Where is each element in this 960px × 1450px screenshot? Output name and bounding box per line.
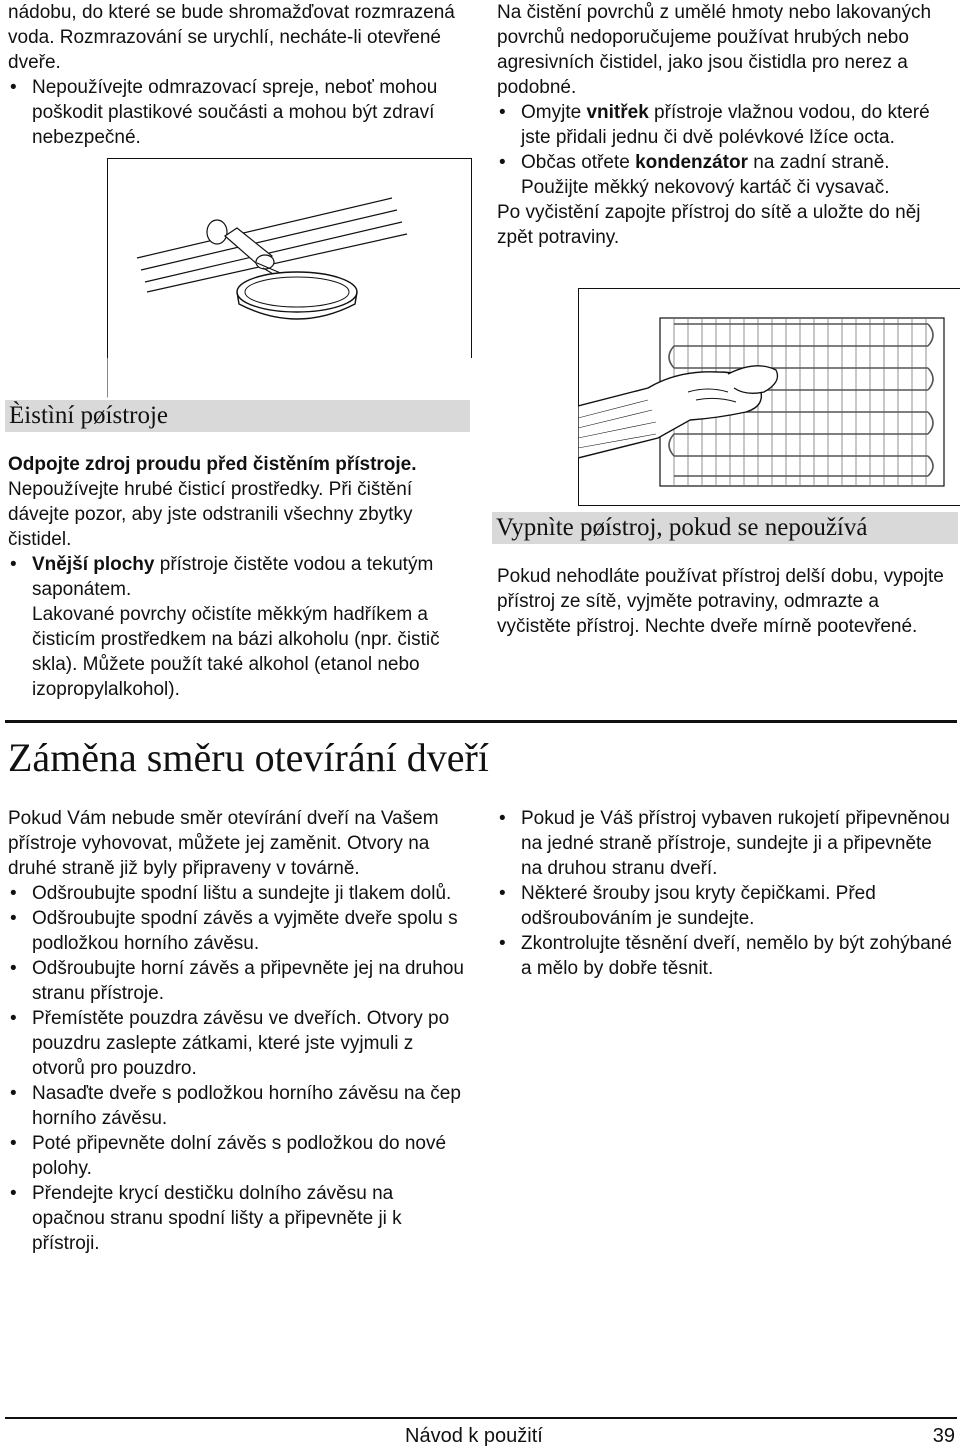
list-item [8, 1081, 468, 1131]
list-item-text: Pokud je Váš přístroj vybaven rukojetí připevněnou na jedné straně přístroje, sundejte ji a připevněte na druhou stranu dveří. [521, 808, 950, 879]
list-item-text: Přemístěte pouzdra závěsu ve dveřích. Otvory po pouzdru zaslepte zátkami, které jste vyjmuli z otvorů pro pouzdro. [32, 1008, 450, 1079]
bullet-glyph: • [10, 908, 17, 929]
list-item [8, 75, 463, 150]
door-left-column [8, 806, 468, 1256]
door-heading: Záměna směru otevírání dveří [8, 735, 489, 780]
bullet-glyph: • [10, 1008, 17, 1029]
defrost-bullets [8, 75, 463, 150]
list-item [497, 100, 955, 150]
bullet-glyph: • [10, 1183, 17, 1204]
list-item-text: Nepoužívejte odmrazovací spreje, neboť mohou poškodit plastikové součásti a mohou být zdraví nebezpečné. [32, 77, 438, 148]
text-run: Omyjte [521, 102, 587, 123]
bullet-glyph: • [10, 554, 17, 575]
section-rule [5, 720, 957, 723]
list-item-text: Odšroubujte spodní závěs a vyjměte dveře spolu s podložkou horního závěsu. [32, 908, 458, 954]
list-item-text: Nasaďte dveře s podložkou horního závěsu na čep horního závěsu. [32, 1083, 461, 1129]
defrost-continuation: nádobu, do které se bude shromažďovat rozmrazená voda. Rozmrazování se urychlí, necháte-li otevřené dveře. [8, 2, 455, 73]
list-item [8, 956, 468, 1006]
top-left-text [8, 0, 463, 150]
page-number: 39 [932, 1425, 955, 1447]
door-right-column [497, 806, 955, 981]
list-item [497, 931, 955, 981]
list-item-text: Odšroubujte spodní lištu a sundejte ji tlakem dolů. [32, 883, 452, 904]
drain-bowl-drawing [107, 158, 472, 398]
list-item-text: Odšroubujte horní závěs a připevněte jej na druhou stranu přístroje. [32, 958, 464, 1004]
list-item [497, 881, 955, 931]
bullet-glyph: • [499, 152, 506, 173]
cleaning-heading: Èistìní pøístroje [5, 400, 470, 432]
text-run: Občas otřete [521, 152, 636, 173]
list-item [8, 552, 468, 602]
list-item-text: Přendejte krycí destičku dolního závěsu na opačnou stranu spodní lišty a připevněte ji k přístroji. [32, 1183, 402, 1254]
bullet-glyph: • [10, 883, 17, 904]
bullet-glyph: • [10, 1083, 17, 1104]
plastic-care-note: Na čistění povrchů z umělé hmoty nebo lakovaných povrchů nedoporučujeme používat hrubých nebo agresivních čistidel, jako jsou čistidla pro nerez a podobné. [497, 2, 932, 98]
defrost-drain-illustration [107, 158, 472, 398]
bold-run: Odpojte zdroj proudu před čistěním přístroje. [8, 454, 417, 475]
bullet-glyph: • [499, 808, 506, 829]
list-item-text: Některé šrouby jsou kryty čepičkami. Před odšroubováním je sundejte. [521, 883, 876, 929]
after-cleaning-note: Po vyčistění zapojte přístroj do sítě a uložte do něj zpět potraviny. [497, 202, 921, 248]
list-item-text: Zkontrolujte těsnění dveří, nemělo by být zohýbané a mělo by dobře těsnit. [521, 933, 952, 979]
bold-run: kondenzátor [635, 152, 749, 173]
bullet-glyph: • [10, 958, 17, 979]
door-steps-left [8, 881, 468, 1256]
door-intro: Pokud Vám nebude směr otevírání dveří na Vašem přístroje vyhovovat, můžete jej zaměnit. Otvory na druhé straně již byly připraveny v továrně. [8, 808, 439, 879]
bullet-glyph: • [499, 933, 506, 954]
bullet-glyph: • [10, 1133, 17, 1154]
bullet-glyph: • [10, 77, 17, 98]
condenser-illustration [578, 288, 960, 506]
text-run: na zadní straně. Použijte měkký nekovový kartáč či vysavač. [521, 152, 890, 198]
cleaning-section [8, 452, 468, 702]
condenser-brush-drawing [578, 288, 960, 506]
list-item [8, 1006, 468, 1081]
interior-bullets [497, 100, 955, 200]
bold-run: Vnější plochy [32, 554, 155, 575]
list-item [8, 881, 468, 906]
bullet-glyph: • [499, 883, 506, 904]
unused-section [497, 564, 955, 639]
footer-rule [5, 1417, 957, 1419]
lacquer-note: Lakované povrchy očistíte měkkým hadříkem a čisticím prostředkem na bázi alkoholu (npr. čistič skla). Můžete použít také alkohol (etanol nebo izopropylalkohol). [32, 604, 440, 700]
list-item [8, 1131, 468, 1181]
bold-run: vnitřek [586, 102, 649, 123]
text-run: přístroje vlažnou vodou, do které jste přidali jednu či dvě polévkové lžíce octa. [521, 102, 930, 148]
list-item [8, 1181, 468, 1256]
unused-text: Pokud nehodláte používat přístroj delší dobu, vypojte přístroj ze sítě, vyjměte potraviny, odmrazte a vyčistěte přístroj. Nechte dveře mírně pootevřené. [497, 566, 944, 637]
top-right-text [497, 0, 955, 250]
text-run: Nepoužívejte hrubé čisticí prostředky. Při čištění dávejte pozor, aby jste odstranili všechny zbytky čistidel. [8, 479, 413, 550]
text-run: přístroje čistěte vodou a tekutým saponátem. [32, 554, 434, 600]
cleaning-bullets [8, 552, 468, 602]
unused-heading: Vypnìte pøístroj, pokud se nepoužívá [492, 512, 958, 544]
bullet-glyph: • [499, 102, 506, 123]
list-item [497, 806, 955, 881]
list-item-text: Poté připevněte dolní závěs s podložkou do nové polohy. [32, 1133, 447, 1179]
list-item [497, 150, 955, 200]
door-steps-right [497, 806, 955, 981]
list-item [8, 906, 468, 956]
cleaning-intro [8, 452, 468, 552]
footer-title: Návod k použití [405, 1425, 543, 1447]
